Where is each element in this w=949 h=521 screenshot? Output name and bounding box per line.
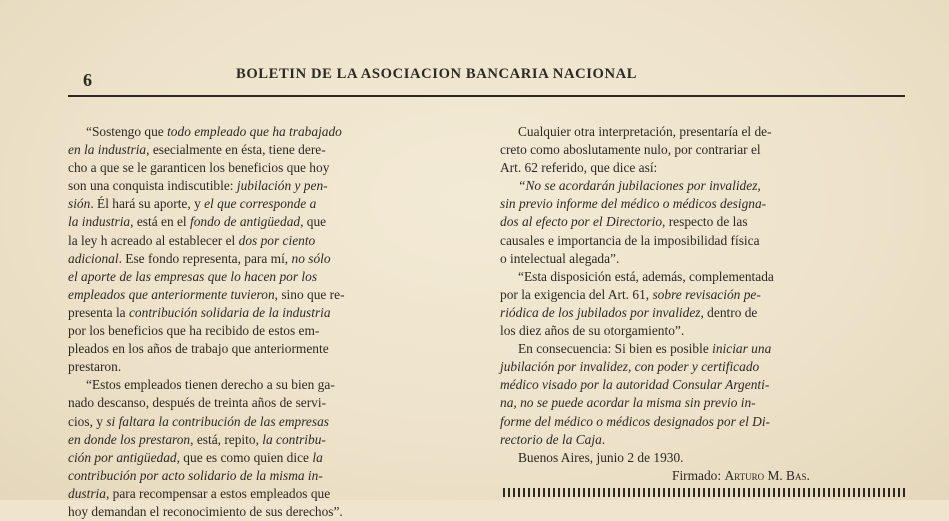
- text-run: cho a que se le garanticen los beneficios que hoy: [68, 160, 330, 176]
- text-run: jubilación y pen-: [236, 178, 328, 194]
- text-run: contribución por acto solidario de la misma in-: [68, 467, 323, 483]
- text-run: na, no se puede acordar la misma sin previo in-: [500, 395, 756, 411]
- text-line: [500, 213, 910, 231]
- signature-line: [500, 467, 910, 485]
- text-line: [68, 268, 475, 286]
- text-run: la contribu-: [262, 431, 326, 447]
- text-line: [500, 340, 910, 358]
- text-line: [68, 123, 475, 141]
- header-rule: [68, 95, 905, 97]
- text-run: Buenos Aires, junio 2 de 1930.: [518, 449, 684, 465]
- text-line: [68, 358, 475, 376]
- text-line: [68, 213, 475, 231]
- text-run: “Sostengo que: [86, 124, 168, 139]
- text-run: iniciar una: [712, 341, 772, 357]
- text-line: [68, 467, 475, 485]
- text-run: creto como aboslutamente nulo, por contrariar el: [500, 142, 761, 158]
- text-run: sión: [68, 196, 91, 212]
- text-line: [68, 413, 475, 431]
- text-line: [500, 322, 910, 340]
- text-run: la ley h acreado al establecer el: [68, 232, 239, 248]
- left-text-column: [68, 123, 475, 521]
- text-run: pleados en los años de trabajo que anteriormente: [68, 341, 329, 357]
- text-run: hoy demandan el reconocimiento de sus derechos”.: [68, 503, 343, 519]
- text-run: , sino que re-: [274, 286, 345, 302]
- text-run: fondo de antigüedad: [190, 214, 301, 230]
- text-run: sobre revisación pe-: [652, 286, 761, 302]
- text-line: [500, 394, 910, 412]
- text-line: [500, 376, 910, 394]
- text-run: forme del médico o médicos designados por el Di-: [500, 413, 770, 429]
- text-run: riódica de los jubilados por invalidez: [500, 304, 701, 320]
- text-run: . Ese fondo representa, para mí,: [118, 250, 292, 266]
- text-run: empleados que anteriormente tuvieron: [68, 286, 275, 302]
- text-run: los diez años de su otorgamiento”.: [500, 323, 685, 339]
- text-run: no sólo: [291, 250, 331, 266]
- text-line: [68, 503, 475, 521]
- text-line: [68, 159, 475, 177]
- ornamental-rule: [503, 488, 905, 497]
- text-line: [500, 449, 910, 467]
- text-line: [68, 250, 475, 268]
- text-line: [500, 268, 910, 286]
- text-run: dos por ciento: [238, 232, 316, 248]
- text-run: , está, repito,: [190, 431, 263, 447]
- text-run: “Esta disposición está, además, complementada: [518, 268, 774, 284]
- text-line: [68, 376, 475, 394]
- text-line: [500, 286, 910, 304]
- text-run: sin previo informe del médico o médicos designa-: [500, 196, 767, 212]
- text-run: .: [601, 431, 606, 447]
- text-run: contribución solidaria de la industria: [128, 304, 331, 320]
- text-run: En consecuencia: Si bien es posible: [518, 341, 713, 357]
- text-line: [500, 413, 910, 431]
- text-line: [500, 195, 910, 213]
- text-line: [68, 449, 475, 467]
- text-run: causales e importancia de la imposibilidad física: [500, 232, 760, 248]
- text-run: el que corresponde a: [204, 196, 317, 212]
- text-run: son una conquista indiscutible:: [68, 178, 237, 194]
- text-run: , esecialmente en ésta, tiene dere-: [146, 142, 326, 158]
- page-number: 6: [83, 70, 92, 90]
- text-run: por los beneficios que ha recibido de estos em-: [68, 323, 320, 339]
- text-run: por la exigencia del Art. 61,: [500, 286, 653, 302]
- text-run: nado descanso, después de treinta años de servi-: [68, 395, 327, 411]
- text-line: [68, 177, 475, 195]
- text-run: , para recompensar a estos empleados que: [105, 485, 331, 501]
- text-run: rectorio de la Caja: [500, 431, 602, 447]
- text-run: Cualquier otra interpretación, presentaría el de-: [518, 124, 772, 139]
- text-run: , respecto de las: [662, 214, 748, 230]
- text-run: jubilación por invalidez, con poder y certificado: [500, 359, 760, 375]
- text-run: dos al efecto por el Directorio: [500, 214, 663, 230]
- text-line: [500, 304, 910, 322]
- signature-name: Arturo M. Bas.: [724, 467, 810, 483]
- text-line: [68, 304, 475, 322]
- running-header-title: BOLETIN DE LA ASOCIACION BANCARIA NACIONAL: [236, 66, 638, 82]
- text-run: cios, y: [68, 413, 107, 429]
- text-run: Art. 62 referido, que dice así:: [500, 160, 658, 176]
- text-line: [500, 123, 910, 141]
- text-line: [500, 177, 910, 195]
- text-run: , está en el: [130, 214, 190, 230]
- text-line: [68, 286, 475, 304]
- text-run: , que es como quien dice: [176, 449, 313, 465]
- text-run: en la industria: [68, 142, 147, 158]
- text-run: prestaron.: [68, 359, 122, 375]
- text-run: la industria: [68, 214, 131, 230]
- signature-label: Firmado:: [672, 467, 722, 483]
- text-run: si faltara la contribución de las empresas: [106, 413, 329, 429]
- text-line: [68, 485, 475, 503]
- text-run: todo empleado que ha trabajado: [167, 124, 342, 139]
- text-line: [68, 394, 475, 412]
- text-line: [68, 340, 475, 358]
- text-run: , que: [300, 214, 327, 230]
- right-text-column: [500, 123, 910, 485]
- text-run: en donde los prestaron: [68, 431, 191, 447]
- text-line: [500, 250, 910, 268]
- text-line: [500, 358, 910, 376]
- text-run: presenta la: [68, 304, 129, 320]
- text-line: [68, 232, 475, 250]
- text-run: adicional: [68, 250, 119, 266]
- text-run: ción por antigüedad: [68, 449, 177, 465]
- right-column-lines: [500, 123, 910, 467]
- text-run: médico visado por la autoridad Consular Argenti-: [500, 377, 770, 393]
- text-run: , dentro de: [700, 304, 758, 320]
- text-run: o intelectual alegada”.: [500, 250, 620, 266]
- text-line: [68, 195, 475, 213]
- text-line: [68, 322, 475, 340]
- text-run: la: [312, 449, 323, 465]
- text-run: el aporte de las empresas que lo hacen por los: [68, 268, 318, 284]
- text-run: “Estos empleados tienen derecho a su bien ga-: [86, 377, 335, 393]
- text-run: . Él hará su aporte, y: [90, 196, 205, 212]
- text-run: “No se acordarán jubilaciones por invalidez,: [518, 178, 761, 194]
- text-line: [500, 232, 910, 250]
- text-line: [68, 141, 475, 159]
- text-line: [500, 141, 910, 159]
- text-run: dustria: [68, 485, 106, 501]
- text-line: [68, 431, 475, 449]
- text-line: [500, 431, 910, 449]
- text-line: [500, 159, 910, 177]
